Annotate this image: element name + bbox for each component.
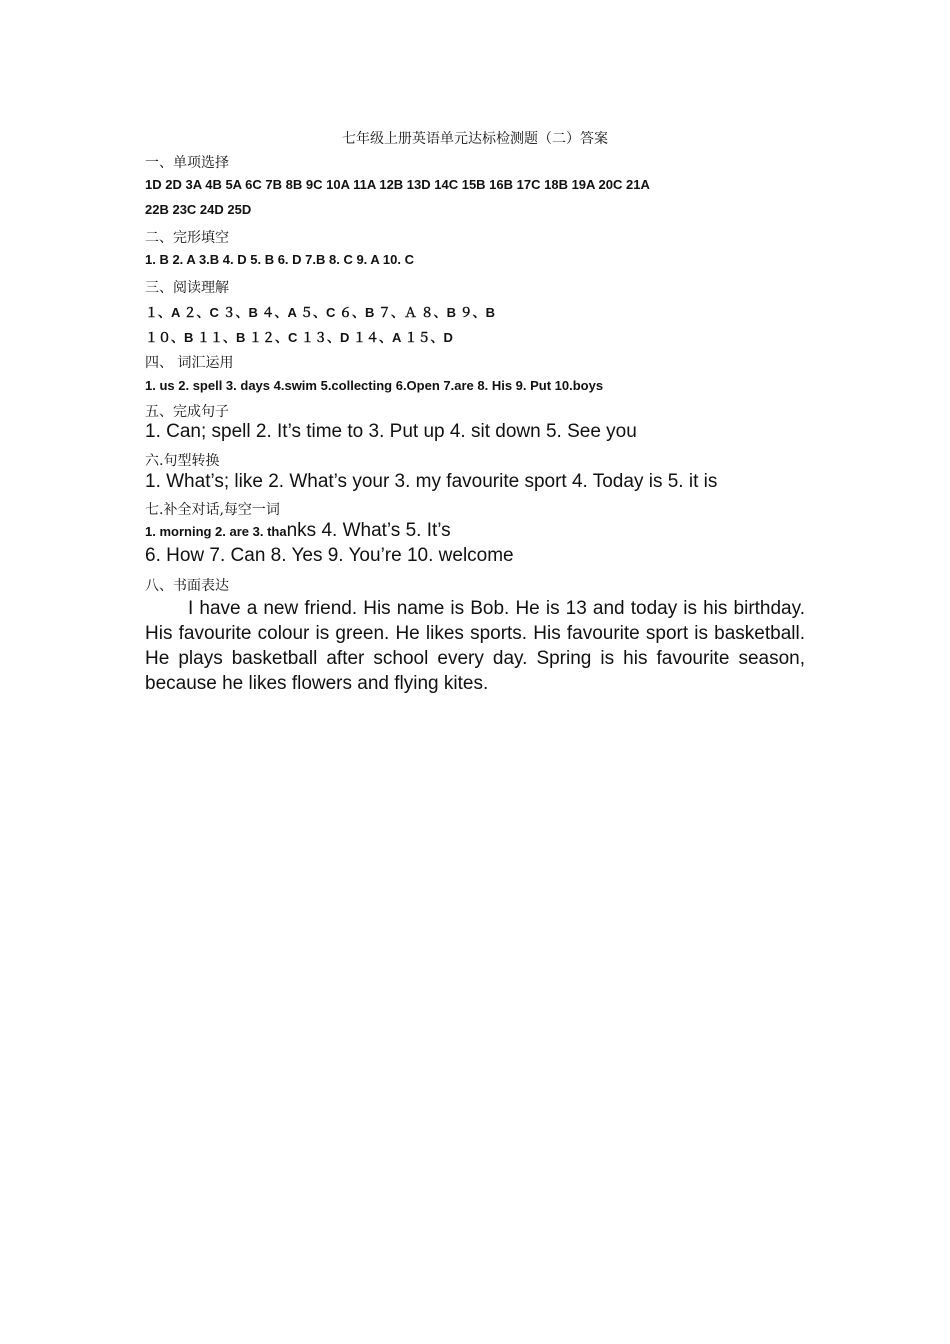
section-2-answers: 1. B 2. A 3.B 4. D 5. B 6. D 7.B 8. C 9. A 10. C — [145, 252, 415, 267]
section-3-heading: 三、阅读理解 — [145, 280, 229, 296]
section-7-answers-large-part: nks 4. What’s 5. It’s — [286, 520, 451, 541]
section-3-answers-line-2: １０、B １１、B １２、C １３、D １４、A １５、D — [145, 330, 453, 345]
writing-essay: I have a new friend. His name is Bob. He is 13 and today is his birthday. His favourite colour is green. He likes sports. His favourite sport is basketball. He plays basketball after school every day. Spring is his favourite season, because he likes flowers and flying kites. — [145, 598, 805, 694]
section-4-answers: 1. us 2. spell 3. days 4.swim 5.collecting 6.Open 7.are 8. His 9. Put 10.boys — [145, 378, 604, 393]
document-title: 七年级上册英语单元达标检测题（二）答案 — [342, 131, 608, 147]
section-7-answers-line-1 — [145, 520, 451, 542]
section-1-answers-line-2: 22B 23C 24D 25D — [145, 202, 252, 217]
section-7-answers-small-part: 1. morning 2. are 3. tha — [145, 524, 287, 539]
section-8-heading: 八、书面表达 — [145, 578, 229, 594]
section-7-heading: 七.补全对话,每空一词 — [145, 502, 280, 518]
section-1-answers-line-1: 1D 2D 3A 4B 5A 6C 7B 8B 9C 10A 11A 12B 13D 14C 15B 16B 17C 18B 19A 20C 21A — [145, 177, 650, 192]
section-3-answers-line-1: １、A ２、C ３、B ４、A ５、C ６、B ７、Ａ ８、B ９、B — [145, 305, 496, 320]
section-5-answers: 1. Can; spell 2. It’s time to 3. Put up 4. sit down 5. See you — [145, 421, 637, 442]
section-6-heading: 六.句型转换 — [145, 453, 220, 469]
section-5-heading: 五、完成句子 — [145, 404, 229, 420]
section-7-answers-line-2: 6. How 7. Can 8. Yes 9. You’re 10. welcome — [145, 545, 514, 566]
section-4-heading: 四、 词汇运用 — [145, 355, 234, 371]
section-6-answers: 1. What’s; like 2. What’s your 3. my favourite sport 4. Today is 5. it is — [145, 471, 718, 492]
section-2-heading: 二、完形填空 — [145, 230, 229, 246]
section-1-heading: 一、单项选择 — [145, 155, 229, 171]
